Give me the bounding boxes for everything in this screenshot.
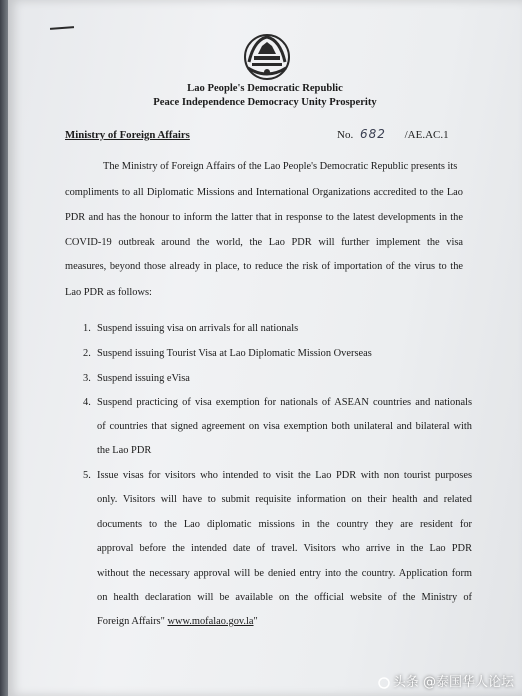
list-item-text: Issue visas for visitors who intended to visit the Lao PDR with non tourist purposes xyxy=(97,470,472,481)
country-title: Lao People's Democratic Republic xyxy=(187,83,343,94)
pen-mark xyxy=(50,26,74,30)
intro-line: Lao PDR as follows: xyxy=(65,287,152,298)
list-item-text: of countries that signed agreement on visa exemption both unilateral and bilateral with xyxy=(97,421,472,432)
watermark-text: 头条 @泰国华人论坛 xyxy=(392,675,514,690)
intro-line: PDR and has the honour to inform the latter that in response to the latest developments in the xyxy=(65,212,463,223)
ministry-website-link[interactable]: www.mofalao.gov.la xyxy=(167,616,254,627)
watermark-logo-icon xyxy=(378,677,390,689)
ministry-name: Ministry of Foreign Affairs xyxy=(65,129,190,141)
watermark xyxy=(378,671,514,690)
list-item-text: Suspend issuing visa on arrivals for all nationals xyxy=(97,323,299,334)
list-item-text: on health declaration will be available on the official website of the Ministry of xyxy=(97,592,472,603)
reference-prefix: No. xyxy=(337,129,354,141)
intro-line: measures, beyond those already in place, to reduce the risk of importation of the virus to the xyxy=(65,261,463,272)
list-item-text: approval before the intended date of travel. Visitors who arrive in the Lao PDR xyxy=(97,543,472,554)
national-emblem-icon xyxy=(240,32,294,82)
list-item-text: without the necessary approval will be denied entry into the country. Application form xyxy=(97,568,472,579)
list-item-text: the Lao PDR xyxy=(97,445,152,456)
intro-line: compliments to all Diplomatic Missions and International Organizations accredited to the Lao xyxy=(65,187,463,198)
national-motto: Peace Independence Democracy Unity Prosperity xyxy=(153,97,377,108)
website-prefix-text: Foreign Affairs" xyxy=(97,616,165,627)
website-suffix-text: " xyxy=(253,616,258,627)
list-item-text xyxy=(97,616,472,627)
list-item-text: Suspend issuing Tourist Visa at Lao Diplomatic Mission Overseas xyxy=(97,348,372,359)
list-item-number: 2. xyxy=(83,348,91,359)
list-item-number: 5. xyxy=(83,470,91,481)
list-item-number: 3. xyxy=(83,373,91,384)
list-item-text: documents to the Lao diplomatic missions in the country they are resident for xyxy=(97,519,472,530)
list-item-number: 1. xyxy=(83,323,91,334)
intro-line: COVID-19 outbreak around the world, the Lao PDR will further implement the visa xyxy=(65,237,463,248)
list-item-number: 4. xyxy=(83,397,91,408)
reference-handwritten-number: 682 xyxy=(359,127,386,141)
list-item-text: Suspend practicing of visa exemption for nationals of ASEAN countries and nationals xyxy=(97,397,472,408)
reference-number xyxy=(337,127,449,141)
document-page xyxy=(8,0,522,696)
reference-suffix: /AE.AC.1 xyxy=(404,129,449,141)
list-item-text: only. Visitors will have to submit requisite information on their health and related xyxy=(97,494,472,505)
list-item-text: Suspend issuing eVisa xyxy=(97,373,190,384)
intro-line: The Ministry of Foreign Affairs of the Lao People's Democratic Republic presents its xyxy=(103,161,458,172)
